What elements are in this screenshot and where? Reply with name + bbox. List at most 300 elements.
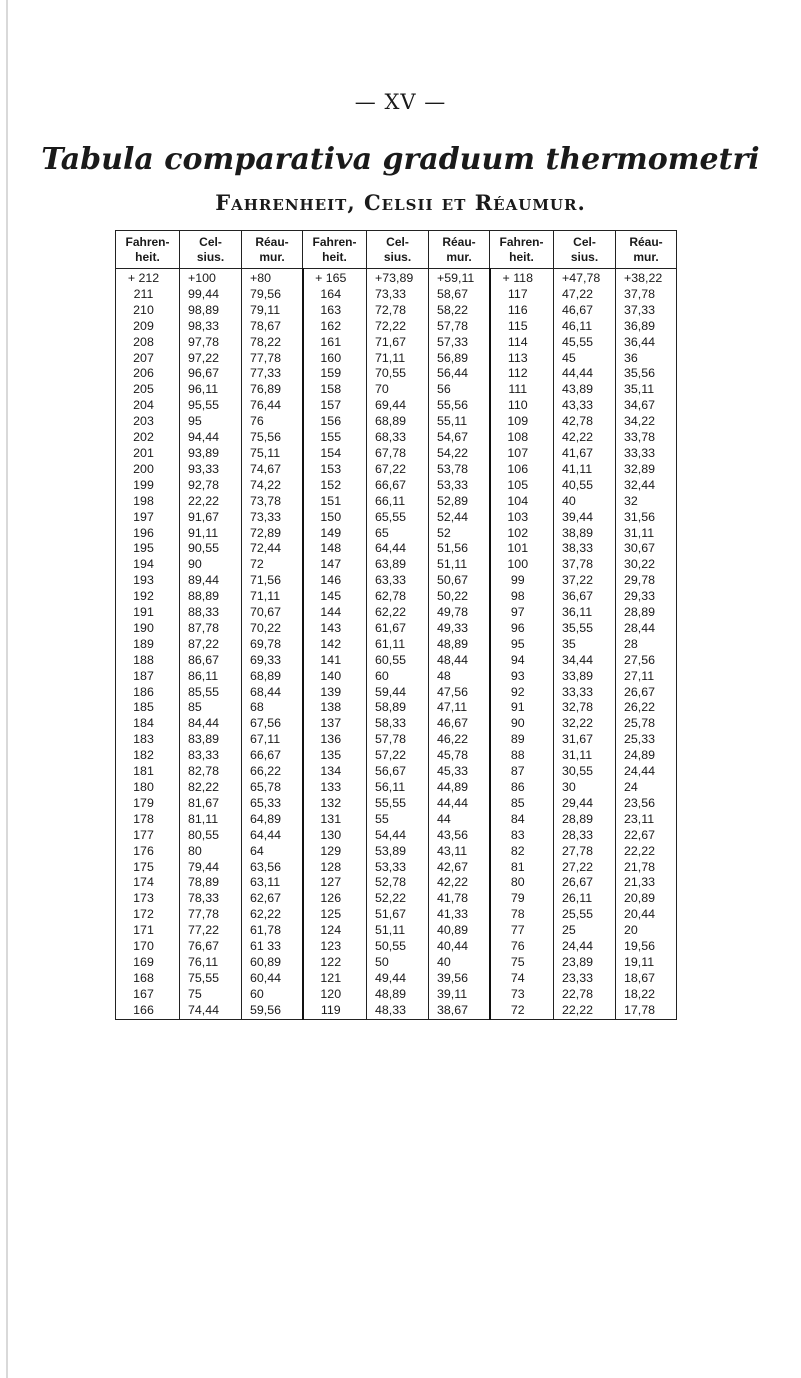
cell-reaumur: 60,89 <box>242 955 303 971</box>
cell-celsius: 58,89 <box>367 700 429 716</box>
table-row <box>116 269 677 287</box>
cell-celsius: 26,67 <box>554 875 616 891</box>
cell-reaumur: 64,89 <box>242 812 303 828</box>
cell-reaumur: 63,11 <box>242 875 303 891</box>
cell-fahrenheit: 187 <box>116 669 180 685</box>
cell-fahrenheit: 79 <box>490 891 554 907</box>
cell-celsius: 95 <box>180 414 242 430</box>
cell-celsius: 80,55 <box>180 828 242 844</box>
cell-fahrenheit: 162 <box>303 319 367 335</box>
cell-fahrenheit: 98 <box>490 589 554 605</box>
cell-fahrenheit: 123 <box>303 939 367 955</box>
cell-celsius: 42,22 <box>554 430 616 446</box>
cell-reaumur: 46,67 <box>429 716 490 732</box>
cell-reaumur: +59,11 <box>429 269 490 287</box>
cell-reaumur: 45,33 <box>429 764 490 780</box>
cell-celsius: 91,67 <box>180 510 242 526</box>
cell-fahrenheit: 119 <box>303 1003 367 1019</box>
cell-fahrenheit: 197 <box>116 510 180 526</box>
cell-fahrenheit: 106 <box>490 462 554 478</box>
cell-fahrenheit: 136 <box>303 732 367 748</box>
cell-reaumur: 28,89 <box>616 605 677 621</box>
cell-reaumur: 59,56 <box>242 1003 303 1019</box>
cell-celsius: 66,67 <box>367 478 429 494</box>
header-line: Fahren- <box>312 235 357 249</box>
cell-fahrenheit: 113 <box>490 351 554 367</box>
cell-reaumur: 44 <box>429 812 490 828</box>
cell-celsius: 54,44 <box>367 828 429 844</box>
table-row <box>116 605 677 621</box>
cell-celsius: 40,55 <box>554 478 616 494</box>
cell-reaumur: 72,89 <box>242 526 303 542</box>
cell-reaumur: 47,11 <box>429 700 490 716</box>
cell-fahrenheit: 110 <box>490 398 554 414</box>
cell-fahrenheit: 163 <box>303 303 367 319</box>
cell-reaumur: 18,22 <box>616 987 677 1003</box>
cell-celsius: 88,33 <box>180 605 242 621</box>
cell-reaumur: 37,78 <box>616 287 677 303</box>
cell-fahrenheit: 189 <box>116 637 180 653</box>
cell-celsius: 63,33 <box>367 573 429 589</box>
table-row <box>116 335 677 351</box>
cell-celsius: 41,67 <box>554 446 616 462</box>
cell-celsius: 91,11 <box>180 526 242 542</box>
cell-reaumur: 49,78 <box>429 605 490 621</box>
cell-celsius: 55 <box>367 812 429 828</box>
cell-celsius: 84,44 <box>180 716 242 732</box>
cell-fahrenheit: 83 <box>490 828 554 844</box>
cell-celsius: 97,22 <box>180 351 242 367</box>
table-row <box>116 780 677 796</box>
cell-fahrenheit: 198 <box>116 494 180 510</box>
cell-celsius: 45 <box>554 351 616 367</box>
cell-reaumur: 50,67 <box>429 573 490 589</box>
header-line: sius. <box>196 250 225 264</box>
cell-reaumur: 26,22 <box>616 700 677 716</box>
cell-fahrenheit: 147 <box>303 557 367 573</box>
cell-reaumur: 55,11 <box>429 414 490 430</box>
cell-reaumur: 72 <box>242 557 303 573</box>
cell-celsius: 46,11 <box>554 319 616 335</box>
table-row <box>116 494 677 510</box>
cell-celsius: 76,67 <box>180 939 242 955</box>
cell-celsius: 32,78 <box>554 700 616 716</box>
cell-reaumur: 37,33 <box>616 303 677 319</box>
table-row <box>116 732 677 748</box>
cell-celsius: 34,44 <box>554 653 616 669</box>
cell-celsius: 27,22 <box>554 860 616 876</box>
cell-celsius: 81,67 <box>180 796 242 812</box>
cell-reaumur: +38,22 <box>616 269 677 287</box>
cell-fahrenheit: 72 <box>490 1003 554 1019</box>
cell-fahrenheit: 81 <box>490 860 554 876</box>
cell-reaumur: 57,33 <box>429 335 490 351</box>
cell-fahrenheit: 140 <box>303 669 367 685</box>
cell-fahrenheit: 170 <box>116 939 180 955</box>
cell-fahrenheit: 175 <box>116 860 180 876</box>
cell-reaumur: 36,89 <box>616 319 677 335</box>
table-row <box>116 971 677 987</box>
cell-fahrenheit: 100 <box>490 557 554 573</box>
cell-celsius: 60 <box>367 669 429 685</box>
cell-reaumur: 67,56 <box>242 716 303 732</box>
cell-fahrenheit: 84 <box>490 812 554 828</box>
cell-celsius: 53,89 <box>367 844 429 860</box>
cell-reaumur: 66,67 <box>242 748 303 764</box>
cell-fahrenheit: 207 <box>116 351 180 367</box>
cell-fahrenheit: 168 <box>116 971 180 987</box>
cell-reaumur: 70,22 <box>242 621 303 637</box>
cell-celsius: 22,22 <box>554 1003 616 1019</box>
cell-celsius: 70,55 <box>367 366 429 382</box>
cell-celsius: 83,33 <box>180 748 242 764</box>
cell-fahrenheit: 173 <box>116 891 180 907</box>
cell-fahrenheit: 202 <box>116 430 180 446</box>
cell-fahrenheit: + 118 <box>490 269 554 287</box>
cell-fahrenheit: 131 <box>303 812 367 828</box>
cell-fahrenheit: 101 <box>490 541 554 557</box>
cell-fahrenheit: 137 <box>303 716 367 732</box>
cell-reaumur: 20 <box>616 923 677 939</box>
table-row <box>116 939 677 955</box>
cell-fahrenheit: 160 <box>303 351 367 367</box>
header-line: Cel- <box>199 235 222 249</box>
cell-celsius: 25 <box>554 923 616 939</box>
cell-fahrenheit: 204 <box>116 398 180 414</box>
cell-celsius: 56,11 <box>367 780 429 796</box>
cell-reaumur: 24,89 <box>616 748 677 764</box>
cell-reaumur: 54,22 <box>429 446 490 462</box>
cell-celsius: 63,89 <box>367 557 429 573</box>
cell-fahrenheit: 89 <box>490 732 554 748</box>
cell-reaumur: 30,22 <box>616 557 677 573</box>
cell-celsius: 43,89 <box>554 382 616 398</box>
cell-celsius: 60,55 <box>367 653 429 669</box>
cell-reaumur: 21,33 <box>616 875 677 891</box>
cell-celsius: 37,22 <box>554 573 616 589</box>
table-row <box>116 589 677 605</box>
header-line: Cel- <box>573 235 596 249</box>
table-row <box>116 510 677 526</box>
cell-fahrenheit: 144 <box>303 605 367 621</box>
header-reaumur-1 <box>242 231 303 269</box>
cell-fahrenheit: 183 <box>116 732 180 748</box>
cell-celsius: 80 <box>180 844 242 860</box>
cell-celsius: 87,78 <box>180 621 242 637</box>
table-row <box>116 987 677 1003</box>
cell-celsius: 43,33 <box>554 398 616 414</box>
cell-fahrenheit: 182 <box>116 748 180 764</box>
cell-fahrenheit: 85 <box>490 796 554 812</box>
cell-celsius: 95,55 <box>180 398 242 414</box>
cell-reaumur: 35,11 <box>616 382 677 398</box>
cell-fahrenheit: 184 <box>116 716 180 732</box>
cell-reaumur: 42,22 <box>429 875 490 891</box>
cell-fahrenheit: 139 <box>303 685 367 701</box>
cell-fahrenheit: 128 <box>303 860 367 876</box>
cell-fahrenheit: 211 <box>116 287 180 303</box>
cell-celsius: 64,44 <box>367 541 429 557</box>
cell-reaumur: 43,11 <box>429 844 490 860</box>
cell-reaumur: 30,67 <box>616 541 677 557</box>
cell-fahrenheit: 96 <box>490 621 554 637</box>
cell-fahrenheit: 122 <box>303 955 367 971</box>
cell-reaumur: 32 <box>616 494 677 510</box>
cell-reaumur: 31,56 <box>616 510 677 526</box>
cell-fahrenheit: 108 <box>490 430 554 446</box>
cell-reaumur: 76,89 <box>242 382 303 398</box>
cell-reaumur: 40,89 <box>429 923 490 939</box>
cell-fahrenheit: 77 <box>490 923 554 939</box>
cell-fahrenheit: 91 <box>490 700 554 716</box>
cell-celsius: 71,67 <box>367 335 429 351</box>
cell-celsius: 44,44 <box>554 366 616 382</box>
cell-reaumur: 63,56 <box>242 860 303 876</box>
table-header-row <box>116 231 677 269</box>
cell-fahrenheit: 192 <box>116 589 180 605</box>
cell-fahrenheit: 146 <box>303 573 367 589</box>
cell-fahrenheit: 203 <box>116 414 180 430</box>
cell-fahrenheit: 86 <box>490 780 554 796</box>
table-row <box>116 653 677 669</box>
cell-celsius: 28,33 <box>554 828 616 844</box>
cell-reaumur: 68 <box>242 700 303 716</box>
header-line: heit. <box>135 250 160 264</box>
cell-celsius: 98,33 <box>180 319 242 335</box>
cell-celsius: +47,78 <box>554 269 616 287</box>
cell-fahrenheit: 105 <box>490 478 554 494</box>
cell-reaumur: 40 <box>429 955 490 971</box>
cell-fahrenheit: 193 <box>116 573 180 589</box>
cell-reaumur: 76 <box>242 414 303 430</box>
cell-reaumur: 52,44 <box>429 510 490 526</box>
header-reaumur-2 <box>429 231 490 269</box>
cell-fahrenheit: 124 <box>303 923 367 939</box>
cell-reaumur: 45,78 <box>429 748 490 764</box>
cell-celsius: 93,33 <box>180 462 242 478</box>
cell-fahrenheit: 111 <box>490 382 554 398</box>
cell-fahrenheit: 130 <box>303 828 367 844</box>
cell-celsius: 50,55 <box>367 939 429 955</box>
table-row <box>116 414 677 430</box>
cell-celsius: 82,22 <box>180 780 242 796</box>
cell-celsius: 51,11 <box>367 923 429 939</box>
cell-celsius: 89,44 <box>180 573 242 589</box>
cell-celsius: 68,33 <box>367 430 429 446</box>
cell-fahrenheit: 135 <box>303 748 367 764</box>
cell-celsius: 29,44 <box>554 796 616 812</box>
cell-fahrenheit: 114 <box>490 335 554 351</box>
cell-celsius: 53,33 <box>367 860 429 876</box>
cell-reaumur: 34,22 <box>616 414 677 430</box>
cell-reaumur: +80 <box>242 269 303 287</box>
cell-celsius: 87,22 <box>180 637 242 653</box>
cell-fahrenheit: 148 <box>303 541 367 557</box>
cell-reaumur: 48,44 <box>429 653 490 669</box>
table-row <box>116 1003 677 1019</box>
table-row <box>116 844 677 860</box>
cell-reaumur: 75,56 <box>242 430 303 446</box>
cell-reaumur: 64,44 <box>242 828 303 844</box>
cell-celsius: 25,55 <box>554 907 616 923</box>
cell-fahrenheit: 171 <box>116 923 180 939</box>
cell-celsius: 85 <box>180 700 242 716</box>
cell-reaumur: 21,78 <box>616 860 677 876</box>
cell-celsius: 38,89 <box>554 526 616 542</box>
cell-fahrenheit: 169 <box>116 955 180 971</box>
cell-fahrenheit: 75 <box>490 955 554 971</box>
cell-fahrenheit: 80 <box>490 875 554 891</box>
cell-reaumur: 46,22 <box>429 732 490 748</box>
cell-fahrenheit: 142 <box>303 637 367 653</box>
cell-celsius: 68,89 <box>367 414 429 430</box>
header-fahrenheit-3 <box>490 231 554 269</box>
table-row <box>116 700 677 716</box>
cell-fahrenheit: 200 <box>116 462 180 478</box>
header-fahrenheit-2 <box>303 231 367 269</box>
cell-fahrenheit: 208 <box>116 335 180 351</box>
cell-reaumur: 20,44 <box>616 907 677 923</box>
cell-reaumur: 18,67 <box>616 971 677 987</box>
cell-fahrenheit: 158 <box>303 382 367 398</box>
cell-celsius: 52,78 <box>367 875 429 891</box>
cell-fahrenheit: 196 <box>116 526 180 542</box>
cell-fahrenheit: 153 <box>303 462 367 478</box>
table-row <box>116 526 677 542</box>
cell-reaumur: 39,56 <box>429 971 490 987</box>
cell-reaumur: 43,56 <box>429 828 490 844</box>
cell-reaumur: 26,67 <box>616 685 677 701</box>
cell-reaumur: 33,33 <box>616 446 677 462</box>
cell-celsius: 90 <box>180 557 242 573</box>
cell-fahrenheit: 188 <box>116 653 180 669</box>
header-line: Réau- <box>442 235 476 249</box>
cell-reaumur: 36,44 <box>616 335 677 351</box>
cell-celsius: 31,11 <box>554 748 616 764</box>
table-row <box>116 875 677 891</box>
cell-fahrenheit: 92 <box>490 685 554 701</box>
table-row <box>116 462 677 478</box>
cell-celsius: 90,55 <box>180 541 242 557</box>
cell-celsius: 62,78 <box>367 589 429 605</box>
cell-fahrenheit: 94 <box>490 653 554 669</box>
cell-celsius: 37,78 <box>554 557 616 573</box>
cell-fahrenheit: 186 <box>116 685 180 701</box>
cell-celsius: 75 <box>180 987 242 1003</box>
cell-reaumur: 79,11 <box>242 303 303 319</box>
cell-celsius: 93,89 <box>180 446 242 462</box>
cell-reaumur: 69,78 <box>242 637 303 653</box>
cell-celsius: 45,55 <box>554 335 616 351</box>
cell-reaumur: 75,11 <box>242 446 303 462</box>
cell-reaumur: 56,44 <box>429 366 490 382</box>
table-row <box>116 430 677 446</box>
cell-celsius: 57,78 <box>367 732 429 748</box>
header-celsius-1 <box>180 231 242 269</box>
table-row <box>116 923 677 939</box>
table-row <box>116 796 677 812</box>
cell-celsius: 40 <box>554 494 616 510</box>
cell-reaumur: 25,33 <box>616 732 677 748</box>
cell-reaumur: 22,67 <box>616 828 677 844</box>
cell-reaumur: 78,22 <box>242 335 303 351</box>
cell-reaumur: 32,44 <box>616 478 677 494</box>
cell-celsius: 88,89 <box>180 589 242 605</box>
cell-celsius: 78,33 <box>180 891 242 907</box>
cell-reaumur: 58,67 <box>429 287 490 303</box>
cell-fahrenheit: 155 <box>303 430 367 446</box>
cell-celsius: 52,22 <box>367 891 429 907</box>
cell-fahrenheit: 209 <box>116 319 180 335</box>
cell-fahrenheit: 74 <box>490 971 554 987</box>
table-row <box>116 366 677 382</box>
cell-fahrenheit: 132 <box>303 796 367 812</box>
cell-celsius: 59,44 <box>367 685 429 701</box>
cell-fahrenheit: 138 <box>303 700 367 716</box>
header-line: heit. <box>509 250 534 264</box>
cell-celsius: 41,11 <box>554 462 616 478</box>
cell-reaumur: 76,44 <box>242 398 303 414</box>
cell-reaumur: 41,33 <box>429 907 490 923</box>
table-row <box>116 319 677 335</box>
cell-fahrenheit: 127 <box>303 875 367 891</box>
cell-celsius: 36,67 <box>554 589 616 605</box>
table-row <box>116 621 677 637</box>
cell-reaumur: 48 <box>429 669 490 685</box>
cell-celsius: 58,33 <box>367 716 429 732</box>
cell-celsius: 76,11 <box>180 955 242 971</box>
cell-reaumur: 24,44 <box>616 764 677 780</box>
conversion-table-wrapper <box>115 230 677 1020</box>
table-row <box>116 573 677 589</box>
cell-celsius: 77,78 <box>180 907 242 923</box>
cell-fahrenheit: 88 <box>490 748 554 764</box>
cell-fahrenheit: 97 <box>490 605 554 621</box>
cell-fahrenheit: 156 <box>303 414 367 430</box>
cell-fahrenheit: 115 <box>490 319 554 335</box>
cell-fahrenheit: 107 <box>490 446 554 462</box>
cell-celsius: 66,11 <box>367 494 429 510</box>
cell-celsius: 67,78 <box>367 446 429 462</box>
cell-celsius: 85,55 <box>180 685 242 701</box>
table-row <box>116 812 677 828</box>
cell-fahrenheit: 194 <box>116 557 180 573</box>
cell-fahrenheit: 104 <box>490 494 554 510</box>
cell-fahrenheit: 102 <box>490 526 554 542</box>
cell-reaumur: 22,22 <box>616 844 677 860</box>
cell-celsius: 22,22 <box>180 494 242 510</box>
cell-celsius: 70 <box>367 382 429 398</box>
cell-fahrenheit: 180 <box>116 780 180 796</box>
cell-reaumur: 77,78 <box>242 351 303 367</box>
header-reaumur-3 <box>616 231 677 269</box>
cell-reaumur: 51,11 <box>429 557 490 573</box>
cell-fahrenheit: 82 <box>490 844 554 860</box>
cell-celsius: 61,67 <box>367 621 429 637</box>
cell-celsius: 33,89 <box>554 669 616 685</box>
cell-reaumur: 17,78 <box>616 1003 677 1019</box>
table-row <box>116 828 677 844</box>
cell-celsius: 46,67 <box>554 303 616 319</box>
table-row <box>116 637 677 653</box>
cell-celsius: 57,22 <box>367 748 429 764</box>
table-row <box>116 907 677 923</box>
cell-celsius: 32,22 <box>554 716 616 732</box>
cell-fahrenheit: 199 <box>116 478 180 494</box>
cell-celsius: 35 <box>554 637 616 653</box>
cell-fahrenheit: 126 <box>303 891 367 907</box>
cell-fahrenheit: + 212 <box>116 269 180 287</box>
